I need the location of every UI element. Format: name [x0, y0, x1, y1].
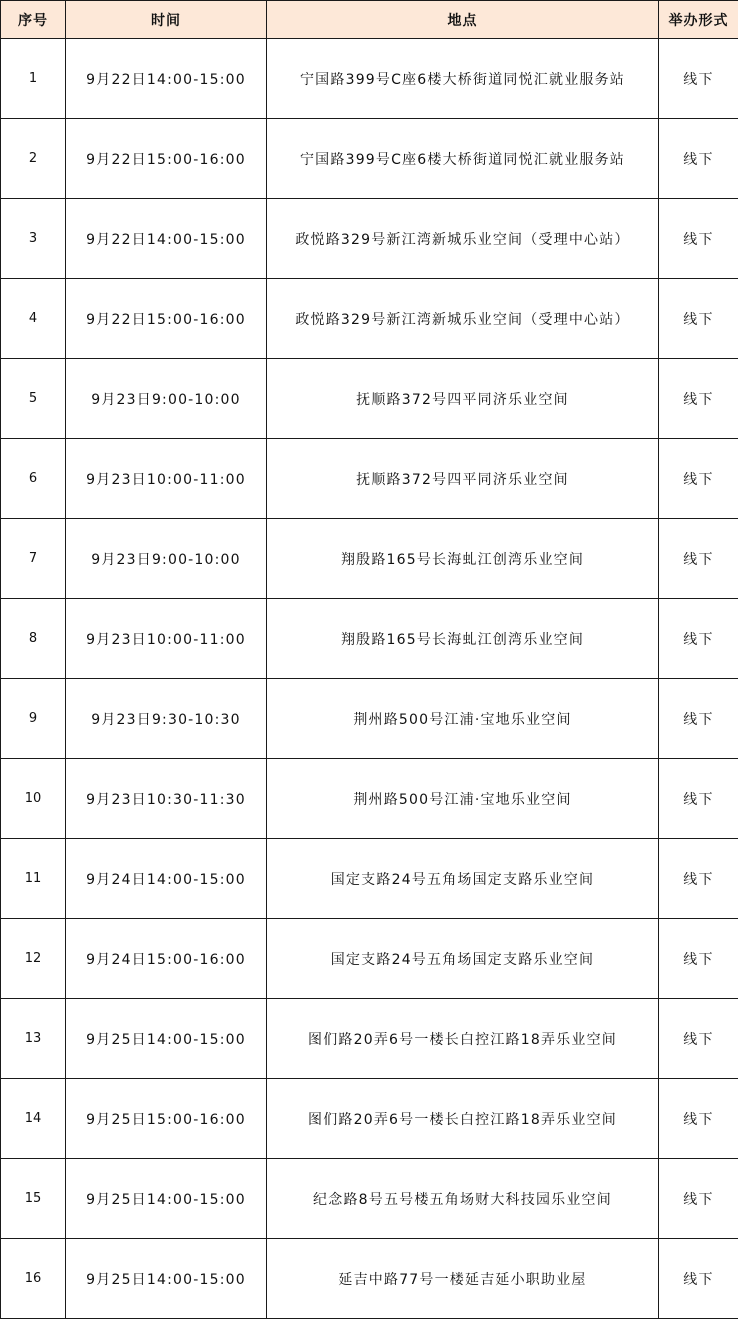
row-index-cell: 4: [1, 279, 66, 359]
row-location-cell: 翔殷路165号长海虬江创湾乐业空间: [267, 599, 659, 679]
row-index-cell: 15: [1, 1159, 66, 1239]
row-format-cell: 线下: [659, 1159, 738, 1239]
row-time-cell: 9月23日9:30-10:30: [66, 679, 267, 759]
row-location-cell: 荆州路500号江浦·宝地乐业空间: [267, 759, 659, 839]
row-index-cell: 2: [1, 119, 66, 199]
row-location-cell: 荆州路500号江浦·宝地乐业空间: [267, 679, 659, 759]
table-row: [1, 599, 738, 679]
row-index-cell: 9: [1, 679, 66, 759]
row-index-cell: 14: [1, 1079, 66, 1159]
row-time-cell: 9月23日10:00-11:00: [66, 599, 267, 679]
row-location-cell: 抚顺路372号四平同济乐业空间: [267, 359, 659, 439]
table-row: [1, 359, 738, 439]
row-time-cell: 9月22日14:00-15:00: [66, 39, 267, 119]
row-index-cell: 10: [1, 759, 66, 839]
table-row: [1, 919, 738, 999]
row-format-cell: 线下: [659, 439, 738, 519]
row-format-cell: 线下: [659, 1239, 738, 1319]
row-time-cell: 9月25日14:00-15:00: [66, 1159, 267, 1239]
row-format-cell: 线下: [659, 1079, 738, 1159]
row-format-cell: 线下: [659, 279, 738, 359]
row-index-cell: 3: [1, 199, 66, 279]
row-time-cell: 9月25日14:00-15:00: [66, 1239, 267, 1319]
table-row: [1, 119, 738, 199]
table-row: [1, 1239, 738, 1319]
row-format-cell: 线下: [659, 199, 738, 279]
table-row: [1, 199, 738, 279]
row-time-cell: 9月22日15:00-16:00: [66, 119, 267, 199]
row-location-cell: 政悦路329号新江湾新城乐业空间（受理中心站）: [267, 279, 659, 359]
row-time-cell: 9月23日10:30-11:30: [66, 759, 267, 839]
table-row: [1, 999, 738, 1079]
row-location-cell: 国定支路24号五角场国定支路乐业空间: [267, 839, 659, 919]
header-format: 举办形式: [659, 1, 738, 39]
row-index-cell: 7: [1, 519, 66, 599]
row-time-cell: 9月24日15:00-16:00: [66, 919, 267, 999]
row-location-cell: 延吉中路77号一楼延吉延小职助业屋: [267, 1239, 659, 1319]
row-index-cell: 11: [1, 839, 66, 919]
row-format-cell: 线下: [659, 839, 738, 919]
row-format-cell: 线下: [659, 919, 738, 999]
row-location-cell: 宁国路399号C座6楼大桥街道同悦汇就业服务站: [267, 119, 659, 199]
row-index-cell: 13: [1, 999, 66, 1079]
row-index-cell: 16: [1, 1239, 66, 1319]
row-format-cell: 线下: [659, 119, 738, 199]
row-time-cell: 9月22日15:00-16:00: [66, 279, 267, 359]
row-location-cell: 抚顺路372号四平同济乐业空间: [267, 439, 659, 519]
table-row: [1, 279, 738, 359]
table-row: [1, 519, 738, 599]
table-row: [1, 679, 738, 759]
header-index: 序号: [1, 1, 66, 39]
table-row: [1, 39, 738, 119]
row-index-cell: 5: [1, 359, 66, 439]
header-time: 时间: [66, 1, 267, 39]
header-row: [1, 1, 738, 39]
row-format-cell: 线下: [659, 359, 738, 439]
row-location-cell: 图们路20弄6号一楼长白控江路18弄乐业空间: [267, 999, 659, 1079]
row-time-cell: 9月23日9:00-10:00: [66, 359, 267, 439]
row-format-cell: 线下: [659, 679, 738, 759]
row-index-cell: 8: [1, 599, 66, 679]
row-location-cell: 宁国路399号C座6楼大桥街道同悦汇就业服务站: [267, 39, 659, 119]
row-format-cell: 线下: [659, 519, 738, 599]
table-row: [1, 759, 738, 839]
row-format-cell: 线下: [659, 39, 738, 119]
table-row: [1, 1079, 738, 1159]
table-header: [1, 1, 738, 39]
table-row: [1, 839, 738, 919]
row-index-cell: 12: [1, 919, 66, 999]
table-row: [1, 1159, 738, 1239]
row-index-cell: 1: [1, 39, 66, 119]
row-location-cell: 翔殷路165号长海虬江创湾乐业空间: [267, 519, 659, 599]
row-location-cell: 图们路20弄6号一楼长白控江路18弄乐业空间: [267, 1079, 659, 1159]
header-location: 地点: [267, 1, 659, 39]
row-location-cell: 国定支路24号五角场国定支路乐业空间: [267, 919, 659, 999]
row-format-cell: 线下: [659, 999, 738, 1079]
row-format-cell: 线下: [659, 599, 738, 679]
row-location-cell: 政悦路329号新江湾新城乐业空间（受理中心站）: [267, 199, 659, 279]
row-time-cell: 9月24日14:00-15:00: [66, 839, 267, 919]
row-format-cell: 线下: [659, 759, 738, 839]
row-time-cell: 9月23日10:00-11:00: [66, 439, 267, 519]
row-location-cell: 纪念路8号五号楼五角场财大科技园乐业空间: [267, 1159, 659, 1239]
table-row: [1, 439, 738, 519]
row-time-cell: 9月23日9:00-10:00: [66, 519, 267, 599]
row-index-cell: 6: [1, 439, 66, 519]
row-time-cell: 9月25日15:00-16:00: [66, 1079, 267, 1159]
row-time-cell: 9月25日14:00-15:00: [66, 999, 267, 1079]
row-time-cell: 9月22日14:00-15:00: [66, 199, 267, 279]
table-body: [1, 39, 738, 1319]
